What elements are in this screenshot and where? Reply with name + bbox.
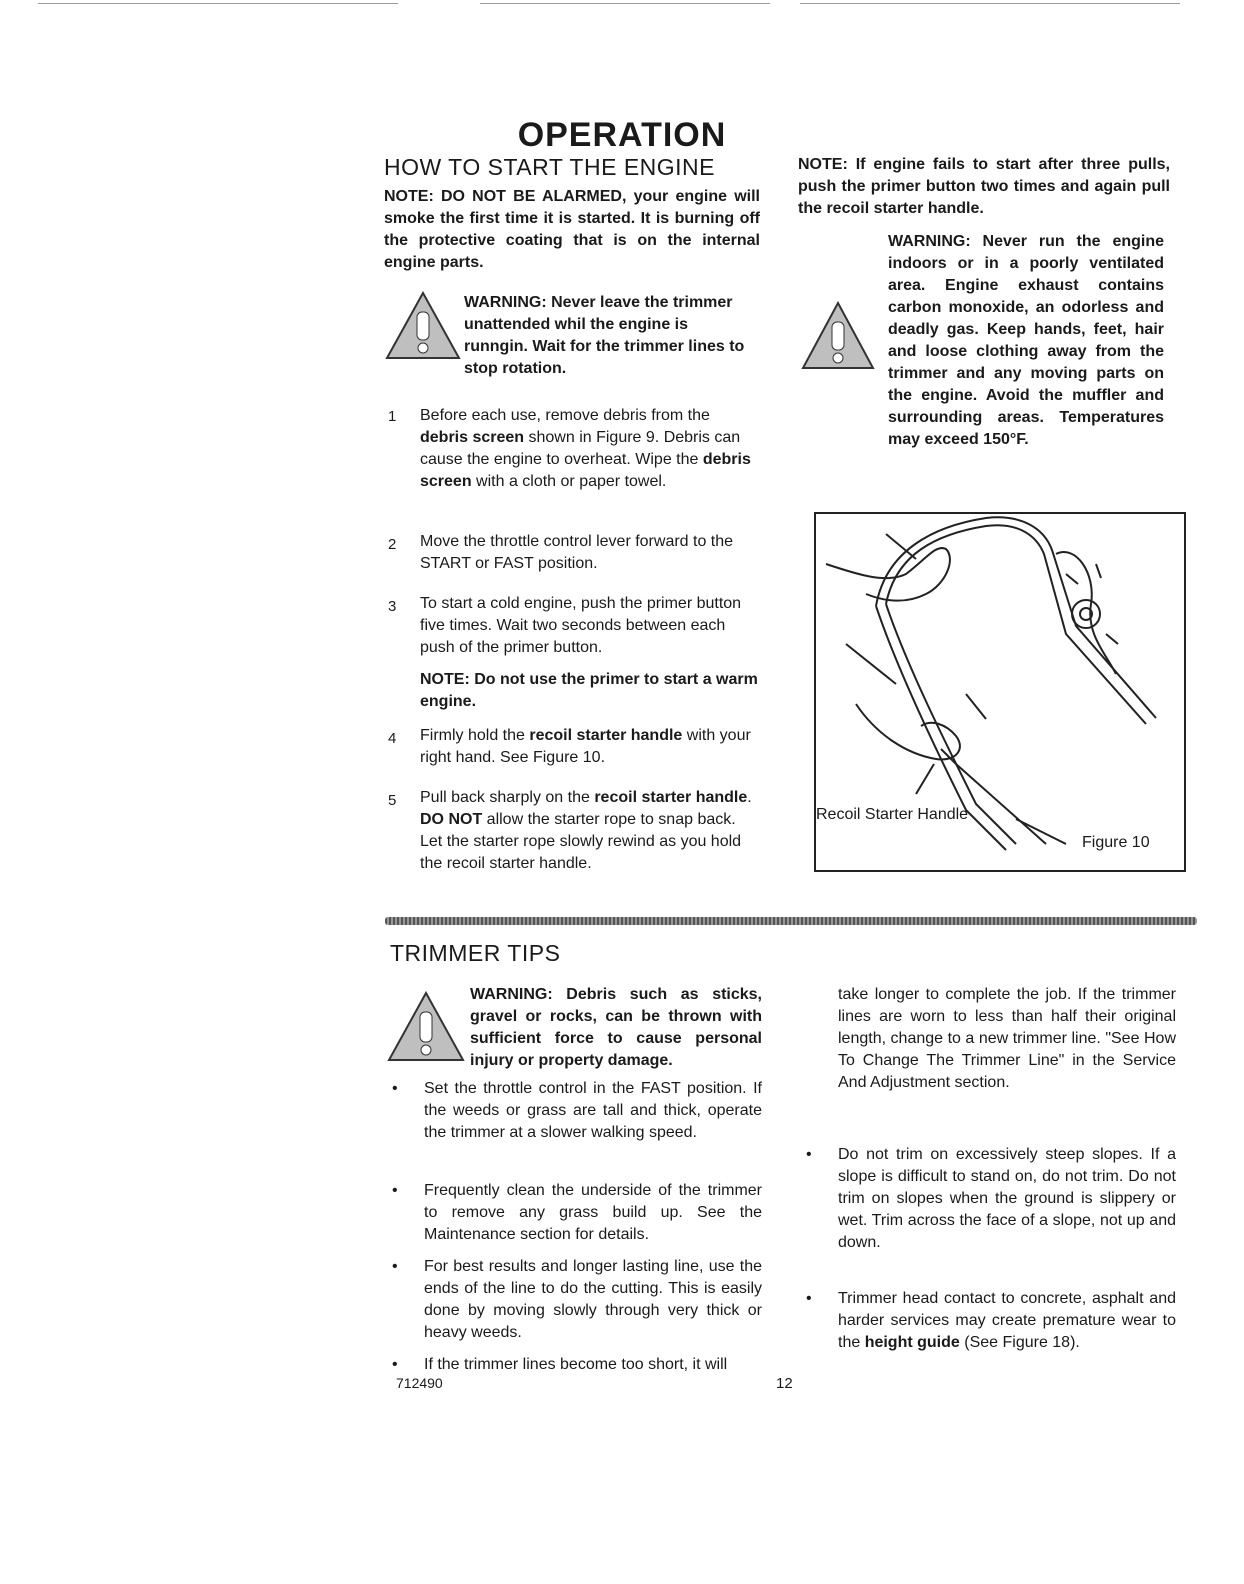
note-engine-fails: NOTE: If engine fails to start after three pulls, push the primer button two times and again pull the recoil starter handle. — [798, 156, 1170, 217]
warning-indoors: WARNING: Never run the engine indoors or in a poorly ventilated area. Engine exhaust contains carbon monoxide, an odorless and deadly gas. Keep hands, feet, hair and loose clothing away from the trimmer and any moving parts on the engine. Avoid the muffler and surrounding areas. Temperatures may exceed 150°F. — [888, 233, 1164, 448]
tip-short-lines-continued: take longer to complete the job. If the trimmer lines are worn to less than half their original length, change to a new trimmer line. "See How To Change The Trimmer Line" in the Service And Adjustment section. — [838, 986, 1176, 1091]
tip-steep-slopes: Do not trim on excessively steep slopes. If a slope is difficult to stand on, do not trim. Do not trim on slopes when the ground is slippery or wet. Trim across the face of a slope, not up and down. — [838, 1146, 1176, 1251]
step-1: Before each use, remove debris from the debris screen shown in Figure 9. Debris can cause the engine to overheat. Wipe the debris screen with a cloth or paper towel. — [420, 407, 751, 490]
step-number-2: 2 — [388, 536, 397, 553]
bullet-icon: • — [392, 1258, 398, 1275]
section-heading-trimmer-tips: TRIMMER TIPS — [390, 940, 561, 966]
tip-clean-underside: Frequently clean the underside of the trimmer to remove any grass build up. See the Maintenance section for details. — [424, 1182, 762, 1243]
step-3: To start a cold engine, push the primer button five times. Wait two seconds between each push of the primer button. — [420, 595, 742, 656]
step-number-1: 1 — [388, 408, 397, 425]
bullet-icon: • — [392, 1080, 398, 1097]
tip-throttle: Set the throttle control in the FAST position. If the weeds or grass are tall and thick, operate the trimmer at a slower walking speed. — [424, 1080, 762, 1141]
warning-unattended: WARNING: Never leave the trimmer unattended whil the engine is runngin. Wait for the trimmer lines to stop rotation. — [464, 294, 745, 377]
tip-longer-lasting-line: For best results and longer lasting line, use the ends of the line to do the cutting. This is easily done by moving slowly through very thick or heavy weeds. — [424, 1258, 762, 1341]
step-5: Pull back sharply on the recoil starter handle. DO NOT allow the starter rope to snap back. Let the starter rope slowly rewind as you hold the recoil starter handle. — [420, 789, 752, 872]
figure-caption: Figure 10 — [1082, 834, 1150, 851]
step-number-4: 4 — [388, 730, 397, 747]
step-number-3: 3 — [388, 598, 397, 615]
warning-triangle-icon — [800, 300, 876, 372]
tip-short-lines: If the trimmer lines become too short, it will — [424, 1356, 728, 1373]
bullet-icon: • — [392, 1356, 398, 1373]
page-title: OPERATION — [517, 116, 727, 154]
note-alarmed: NOTE: DO NOT BE ALARMED, your engine will smoke the first time it is started. It is burning off the protective coating that is on the internal engine parts. — [384, 188, 760, 271]
section-heading-start-engine: HOW TO START THE ENGINE — [384, 154, 715, 180]
note-primer-warm: NOTE: Do not use the primer to start a warm engine. — [420, 671, 758, 710]
page-number: 12 — [776, 1375, 793, 1392]
document-code: 712490 — [396, 1375, 443, 1391]
warning-triangle-icon — [386, 990, 466, 1064]
figure-10 — [814, 512, 1186, 872]
bullet-icon: • — [806, 1146, 812, 1163]
warning-debris: WARNING: Debris such as sticks, gravel or rocks, can be thrown with sufficient force to cause personal injury or property damage. — [470, 986, 762, 1069]
bullet-icon: • — [392, 1182, 398, 1199]
callout-recoil-starter-handle: Recoil Starter Handle — [816, 806, 969, 823]
tip-height-guide: Trimmer head contact to concrete, asphalt and harder services may create premature wear to the height guide (See Figure 18). — [838, 1290, 1176, 1351]
step-2: Move the throttle control lever forward to the START or FAST position. — [420, 533, 734, 572]
bullet-icon: • — [806, 1290, 812, 1307]
step-4: Firmly hold the recoil starter handle with your right hand. See Figure 10. — [420, 727, 751, 766]
step-number-5: 5 — [388, 792, 397, 809]
section-divider — [385, 917, 1197, 925]
warning-triangle-icon — [384, 290, 462, 362]
